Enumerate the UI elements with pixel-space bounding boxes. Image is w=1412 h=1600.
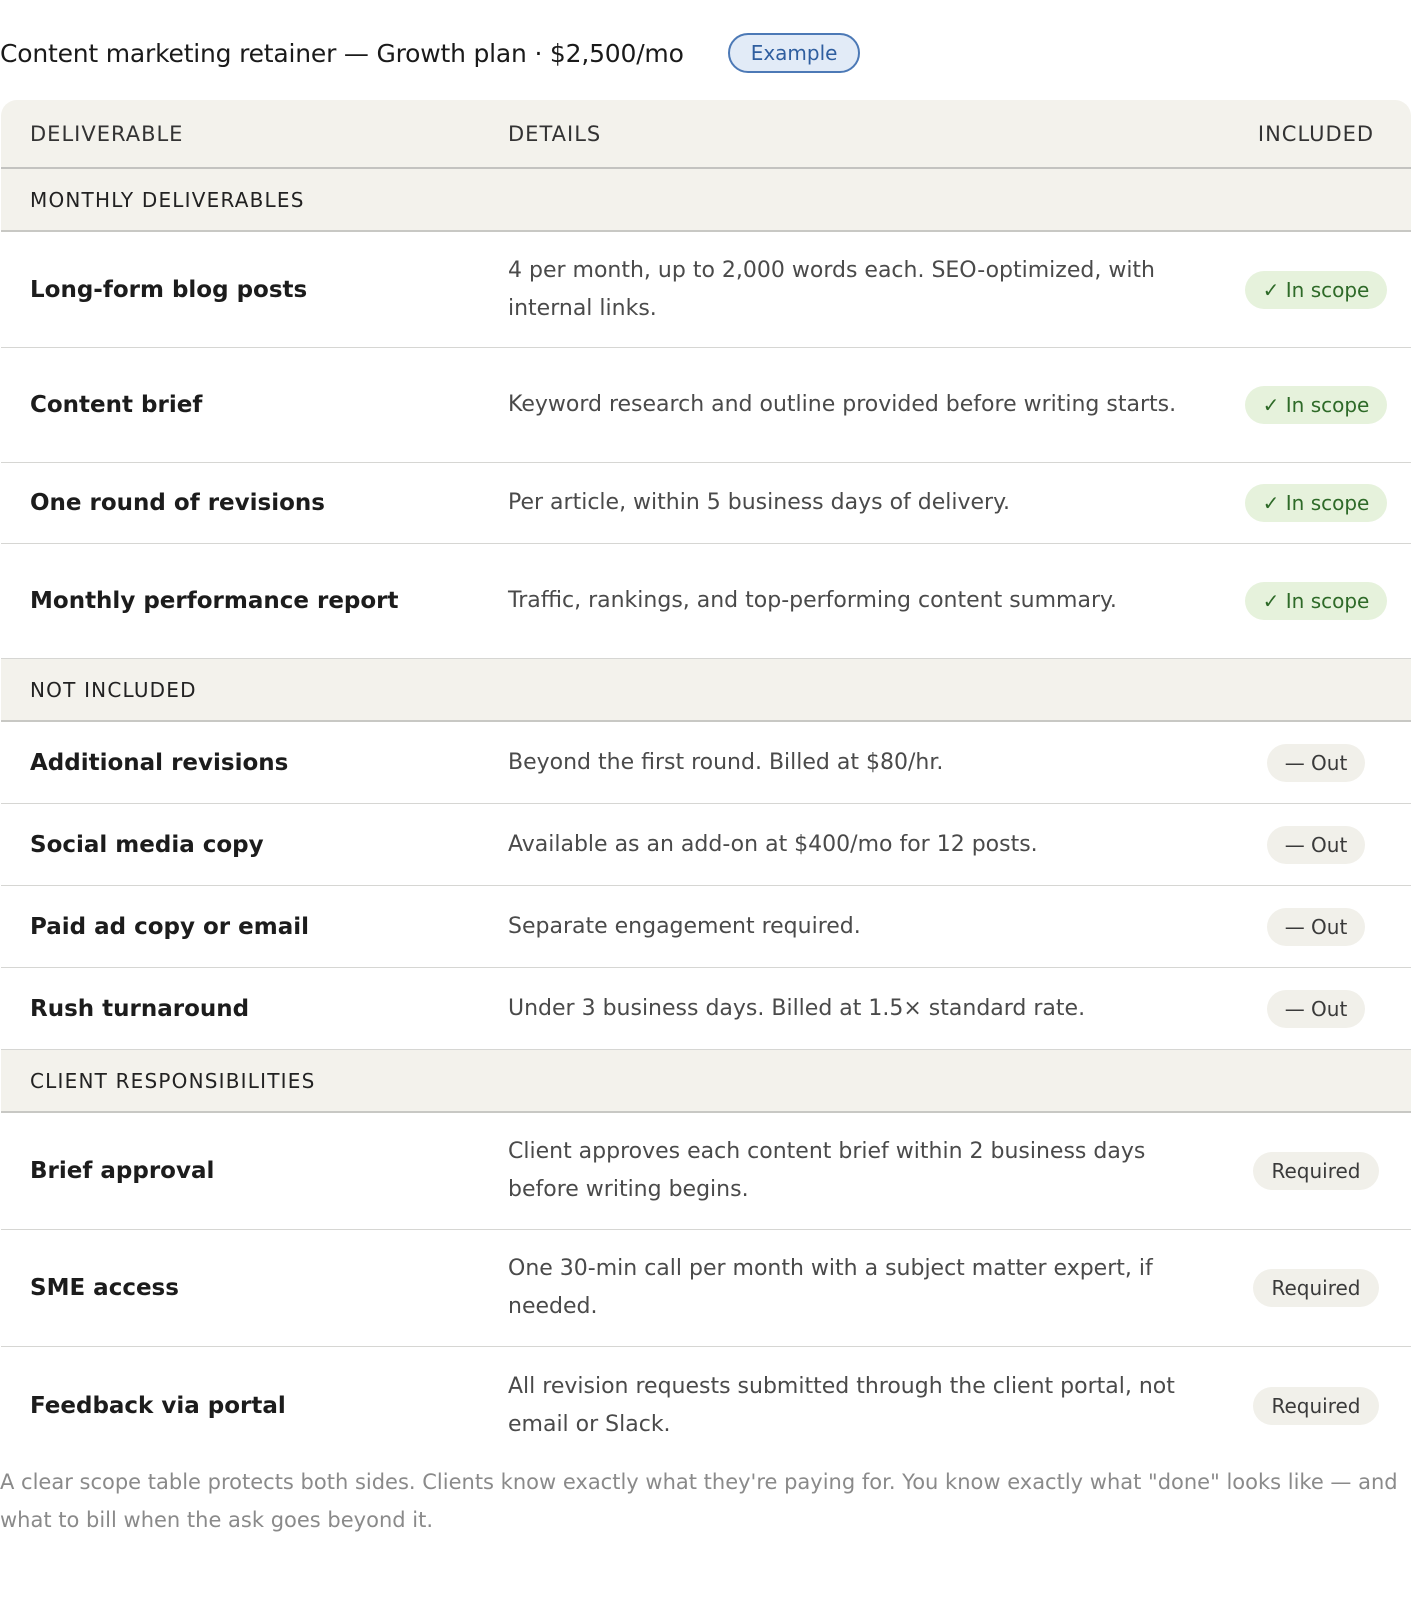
section-header-monthly: MONTHLY DELIVERABLES [1,169,1411,232]
deliverable-name: Feedback via portal [30,1392,286,1419]
table-header [1,100,1411,169]
table-row [1,1230,1411,1347]
table-row [1,544,1411,659]
heading-row [0,30,860,76]
deliverable-detail: One 30-min call per month with a subject matter expert, if needed. [508,1256,1153,1319]
in-scope-badge: ✓ In scope [1245,484,1388,522]
deliverable-name: Long-form blog posts [30,276,308,303]
deliverable-name: Content brief [30,392,203,418]
in-scope-badge: ✓ In scope [1245,271,1388,309]
column-header-details: DETAILS [508,121,602,146]
deliverable-detail: Keyword research and outline provided before writing starts. [508,392,1177,417]
deliverable-name: Monthly performance report [30,588,399,614]
deliverable-name: Paid ad copy or email [30,913,310,940]
deliverable-detail: Under 3 business days. Billed at 1.5× standard rate. [508,995,1086,1021]
deliverable-name: Social media copy [30,831,264,858]
deliverable-name: Brief approval [30,1158,215,1184]
deliverable-name: Rush turnaround [30,995,250,1022]
table-row [1,1347,1411,1464]
deliverable-detail: 4 per month, up to 2,000 words each. SEO-optimized, with internal links. [508,257,1156,321]
deliverable-detail: Traffic, rankings, and top-performing content summary. [508,588,1117,613]
section-header-not-included: NOT INCLUDED [1,659,1411,722]
table-row [1,232,1411,348]
section-header-client-responsibilities: CLIENT RESPONSIBILITIES [1,1050,1411,1113]
deliverable-detail: Separate engagement required. [508,913,861,939]
scope-table [1,100,1411,1464]
table-row [1,463,1411,544]
deliverable-detail: Available as an add-on at $400/mo for 12 posts. [508,831,1038,857]
in-scope-badge: ✓ In scope [1245,386,1388,424]
example-badge: Example [728,33,861,73]
in-scope-badge: ✓ In scope [1245,582,1388,620]
required-badge: Required [1253,1387,1378,1425]
column-header-included: INCLUDED [1257,121,1375,146]
table-row [1,348,1411,463]
out-of-scope-badge: — Out [1267,744,1366,782]
table-row [1,968,1411,1050]
table-row [1,804,1411,886]
out-of-scope-badge: — Out [1267,990,1366,1028]
page-title: Content marketing retainer — Growth plan · $2,500/mo [0,38,684,68]
deliverable-detail: Beyond the first round. Billed at $80/hr. [508,749,944,775]
deliverable-name: One round of revisions [30,490,325,516]
table-row [1,886,1411,968]
deliverable-name: SME access [30,1275,179,1301]
required-badge: Required [1253,1269,1378,1307]
deliverable-detail: Per article, within 5 business days of delivery. [508,490,1010,515]
out-of-scope-badge: — Out [1267,908,1366,946]
out-of-scope-badge: — Out [1267,826,1366,864]
deliverable-detail: Client approves each content brief within 2 business days before writing begins. [508,1139,1146,1202]
table-row [1,1113,1411,1230]
table-row [1,722,1411,804]
deliverable-detail: All revision requests submitted through the client portal, not email or Slack. [508,1373,1175,1437]
required-badge: Required [1253,1152,1378,1190]
footer-note: A clear scope table protects both sides. Clients know exactly what they're paying for. You know exactly what "done" looks like — and what to bill when the ask goes beyond it. [0,1470,1398,1532]
deliverable-name: Additional revisions [30,749,289,776]
column-header-deliverable: DELIVERABLE [30,121,184,146]
